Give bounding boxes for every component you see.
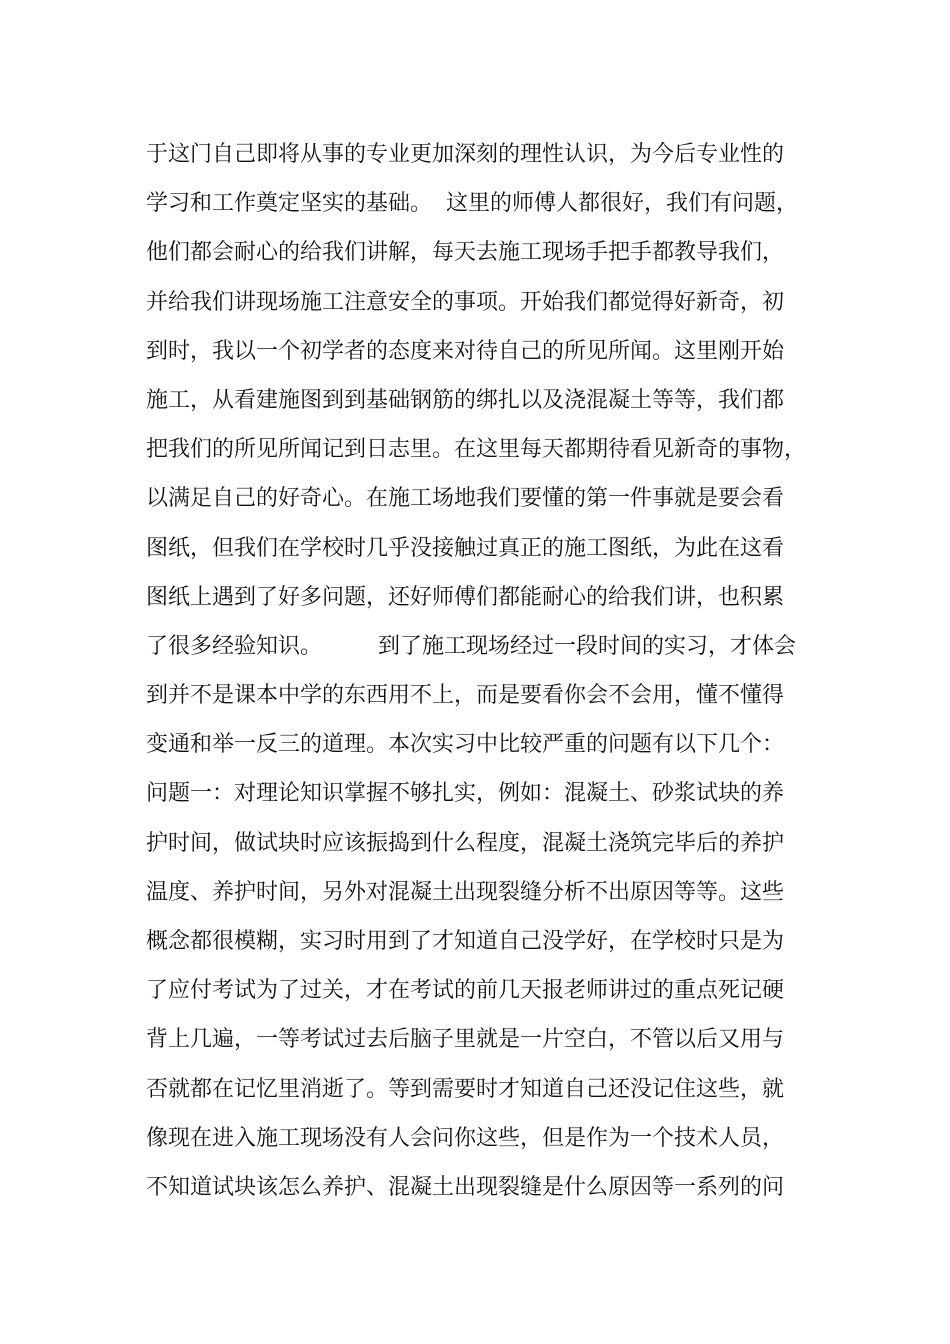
text-line-5: 到时，我以一个初学者的态度来对待自己的所见所闻。这里刚开始 (146, 338, 785, 364)
text-line-15: 护时间，做试块时应该振捣到什么程度，混凝土浇筑完毕后的养护 (146, 830, 785, 856)
text-line-17: 概念都很模糊，实习时用到了才知道自己没学好，在学校时只是为 (146, 929, 785, 954)
text-line-9: 图纸，但我们在学校时几乎没接触过真正的施工图纸，为此在这看 (146, 535, 785, 561)
text-line-2: 学习和工作奠定坚实的基础。 这里的师傅人都很好，我们有问题， (146, 191, 798, 217)
text-line-1: 于这门自己即将从事的专业更加深刻的理性认识，为今后专业性的 (146, 142, 785, 167)
text-line-18: 了应付考试为了过关，才在考试的前几天报老师讲过的重点死记硬 (146, 978, 785, 1004)
text-line-10: 图纸上遇到了好多问题，还好师傅们都能耐心的给我们讲，也积累 (146, 584, 785, 610)
text-line-7: 把我们的所见所闻记到日志里。在这里每天都期待看见新奇的事物， (146, 437, 807, 463)
body-text (146, 130, 836, 1212)
text-line-20: 否就都在记忆里消逝了。等到需要时才知道自己还没记住这些，就 (146, 1076, 785, 1102)
text-line-11: 了很多经验知识。 到了施工现场经过一段时间的实习，才体会 (146, 633, 796, 659)
text-line-13: 变通和举一反三的道理。本次实习中比较严重的问题有以下几个： (146, 732, 785, 758)
text-line-14: 问题一：对理论知识掌握不够扎实，例如：混凝土、砂浆试块的养 (146, 781, 785, 807)
text-line-4: 并给我们讲现场施工注意安全的事项。开始我们都觉得好新奇，初 (146, 289, 785, 315)
text-line-8: 以满足自己的好奇心。在施工场地我们要懂的第一件事就是要会看 (146, 486, 785, 512)
text-line-21: 像现在进入施工现场没有人会问你这些，但是作为一个技术人员， (146, 1125, 785, 1151)
text-line-22: 不知道试块该怎么养护、混凝土出现裂缝是什么原因等一系列的问 (146, 1174, 785, 1200)
text-line-19: 背上几遍，一等考试过去后脑子里就是一片空白，不管以后又用与 (146, 1027, 785, 1053)
text-line-6: 施工，从看建施图到到基础钢筋的绑扎以及浇混凝土等等，我们都 (146, 387, 785, 413)
text-line-16: 温度、养护时间，另外对混凝土出现裂缝分析不出原因等等。这些 (146, 879, 785, 905)
text-line-3: 他们都会耐心的给我们讲解，每天去施工现场手把手都教导我们， (146, 240, 785, 266)
text-line-12: 到并不是课本中学的东西用不上，而是要看你会不会用，懂不懂得 (146, 683, 785, 709)
